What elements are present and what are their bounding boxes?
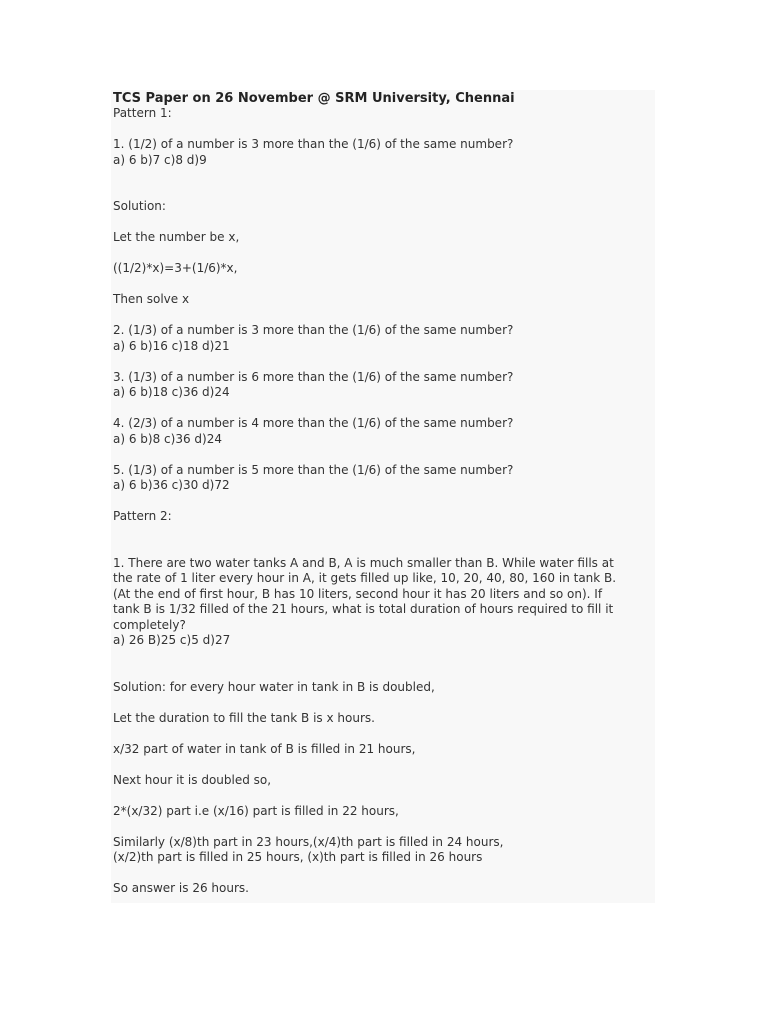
document-page	[111, 90, 655, 903]
document-title: TCS Paper on 26 November @ SRM University, Chennai	[113, 91, 515, 106]
solution-line: Then solve x	[113, 292, 190, 306]
solution-line: Let the duration to fill the tank B is x hours.	[113, 710, 375, 725]
spacer	[113, 494, 653, 510]
spacer	[113, 525, 653, 556]
solution-line: So answer is 26 hours.	[113, 881, 249, 895]
spacer	[113, 168, 653, 199]
spacer	[113, 447, 653, 463]
spacer	[113, 277, 653, 293]
question-text: completely?	[113, 617, 186, 632]
solution-line: Let the number be x,	[113, 230, 240, 244]
question-text: the rate of 1 liter every hour in A, it gets filled up like, 10, 20, 40, 80, 160 in tank B.	[113, 571, 617, 585]
question-text: tank B is 1/32 filled of the 21 hours, what is total duration of hours required to fill it	[113, 602, 614, 616]
spacer	[113, 354, 653, 370]
pattern-heading: Pattern 1:	[113, 106, 172, 120]
spacer	[113, 215, 653, 231]
spacer	[113, 788, 653, 804]
question-text: 5. (1/3) of a number is 5 more than the (1/6) of the same number?	[113, 462, 514, 477]
spacer	[113, 246, 653, 262]
solution-label: Solution:	[113, 199, 166, 213]
solution-line: (x/2)th part is filled in 25 hours, (x)th part is filled in 26 hours	[113, 850, 483, 864]
question-text: (At the end of first hour, B has 10 liters, second hour it has 20 liters and so on). If	[113, 586, 603, 601]
answer-options: a) 6 b)16 c)18 d)21	[113, 338, 230, 353]
solution-line: Similarly (x/8)th part in 23 hours,(x/4)th part is filled in 24 hours,	[113, 834, 504, 849]
spacer	[113, 757, 653, 773]
solution-line: ((1/2)*x)=3+(1/6)*x,	[113, 261, 238, 275]
question-text: 4. (2/3) of a number is 4 more than the (1/6) of the same number?	[113, 416, 514, 430]
spacer	[113, 726, 653, 742]
pattern-heading: Pattern 2:	[113, 509, 172, 523]
spacer	[113, 308, 653, 324]
spacer	[113, 401, 653, 417]
spacer	[113, 649, 653, 680]
solution-line: Solution: for every hour water in tank in B is doubled,	[113, 679, 435, 694]
answer-options: a) 26 B)25 c)5 d)27	[113, 633, 231, 647]
spacer	[113, 866, 653, 882]
question-text: 3. (1/3) of a number is 6 more than the (1/6) of the same number?	[113, 369, 514, 384]
answer-options: a) 6 b)7 c)8 d)9	[113, 152, 207, 167]
answer-options: a) 6 b)36 c)30 d)72	[113, 478, 230, 492]
solution-line: x/32 part of water in tank of B is filled in 21 hours,	[113, 741, 416, 756]
spacer	[113, 122, 653, 138]
solution-line: Next hour it is doubled so,	[113, 772, 272, 787]
question-text: 1. There are two water tanks A and B, A is much smaller than B. While water fills at	[113, 555, 614, 570]
question-text: 2. (1/3) of a number is 3 more than the (1/6) of the same number?	[113, 323, 514, 337]
question-text: 1. (1/2) of a number is 3 more than the (1/6) of the same number?	[113, 137, 514, 151]
solution-line: 2*(x/32) part i.e (x/16) part is filled in 22 hours,	[113, 803, 399, 818]
answer-options: a) 6 b)8 c)36 d)24	[113, 431, 222, 446]
spacer	[113, 695, 653, 711]
spacer	[113, 819, 653, 835]
answer-options: a) 6 b)18 c)36 d)24	[113, 385, 230, 399]
